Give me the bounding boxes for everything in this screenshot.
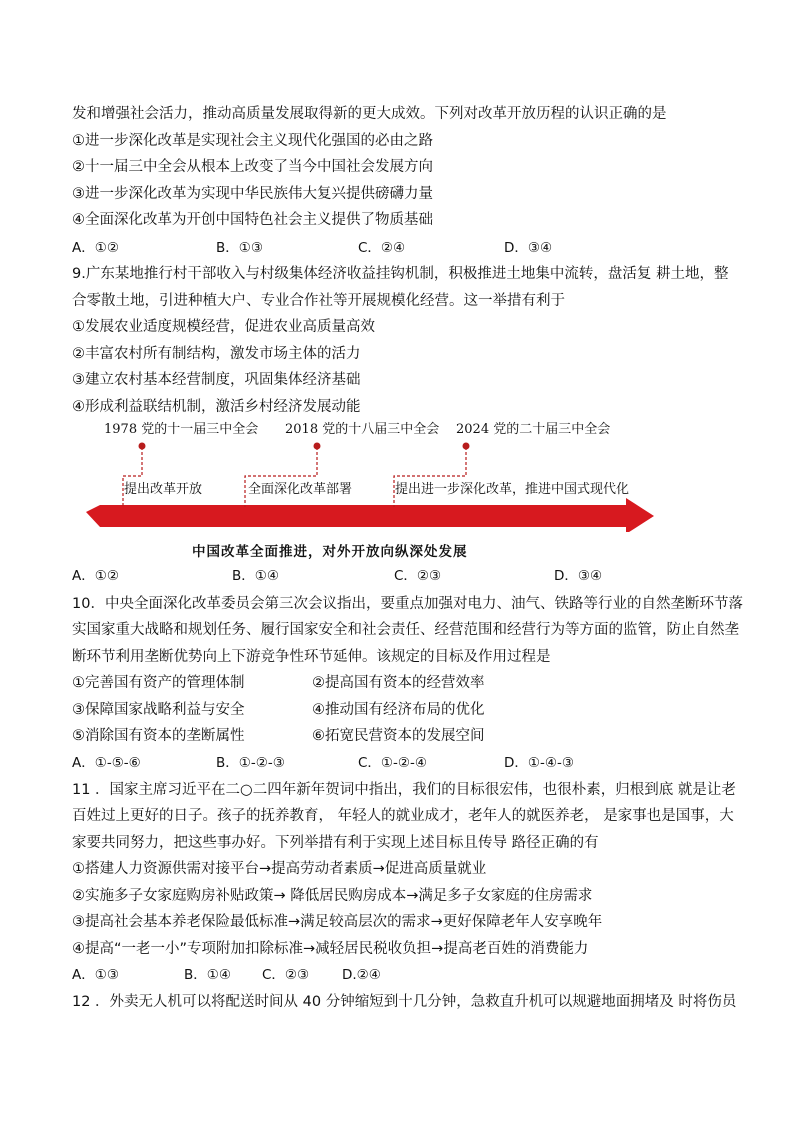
q11-option-d[interactable]: D.②④ xyxy=(342,967,381,983)
q8-option-a[interactable]: A．①② xyxy=(72,240,119,256)
q11-stem-line-3: 家要共同努力，把这些事办好。下列举措有利于实现上述目标且传导 路径正确的有 xyxy=(72,835,599,851)
connector-2018 xyxy=(245,447,317,507)
timeline-caption: 中国改革全面推进，对外开放向纵深处发展 xyxy=(192,544,468,560)
q8-item-1: ①进一步深化改革是实现社会主义现代化强国的必由之路 xyxy=(72,133,433,149)
q9-option-b[interactable]: B．①④ xyxy=(232,568,279,584)
q8-option-b[interactable]: B．①③ xyxy=(216,240,263,256)
marker-2018 xyxy=(314,443,321,450)
q11-option-a[interactable]: A．①③ xyxy=(72,967,119,983)
q9-option-c[interactable]: C．②③ xyxy=(394,568,442,584)
marker-2024 xyxy=(463,443,470,450)
q10-item-4: ④推动国有经济布局的优化 xyxy=(312,702,485,718)
timeline-event-2018-label: 全面深化改革部署 xyxy=(248,482,353,497)
q9-item-2: ②丰富农村所有制结构，激发市场主体的活力 xyxy=(72,346,361,362)
timeline-arrow xyxy=(86,498,654,532)
q8-item-4: ④全面深化改革为开创中国特色社会主义提供了物质基础 xyxy=(72,212,433,228)
q11-option-c[interactable]: C．②③ xyxy=(262,967,310,983)
q11-item-1: ①搭建人力资源供需对接平台→提高劳动者素质→促进高质量就业 xyxy=(72,861,487,877)
q10-item-2: ②提高国有资本的经营效率 xyxy=(312,675,485,691)
q8-option-c[interactable]: C．②④ xyxy=(358,240,406,256)
q9-item-3: ③建立农村基本经营制度，巩固集体经济基础 xyxy=(72,372,361,388)
q11-option-b[interactable]: B．①④ xyxy=(184,967,231,983)
q10-stem-line-1: 10．中央全面深化改革委员会第三次会议指出，要重点加强对电力、油气、铁路等行业的自然垄断环节落 xyxy=(72,596,743,612)
timeline-event-1978-label: 提出改革开放 xyxy=(124,482,203,497)
q12-stem-line-1: 12 ．外卖无人机可以将配送时间从 40 分钟缩短到十几分钟，急救直升机可以规避地面拥堵及 时将伤员 xyxy=(72,994,737,1010)
q11-item-4: ④提高“一老一小”专项附加扣除标准→减轻居民税收负担→提高老百姓的消费能力 xyxy=(72,941,589,957)
q8-item-2: ②十一届三中全会从根本上改变了当今中国社会发展方向 xyxy=(72,159,433,175)
q11-item-3: ③提高社会基本养老保险最低标准→满足较高层次的需求→更好保障老年人安享晚年 xyxy=(72,914,603,930)
q10-option-a[interactable]: A．①-⑤-⑥ xyxy=(72,755,141,771)
q10-stem-line-3: 断环节利用垄断优势向上下游竞争性环节延伸。该规定的目标及作用过程是 xyxy=(72,649,551,665)
q8-item-3: ③进一步深化改革为实现中华民族伟大复兴提供磅礴力量 xyxy=(72,186,433,202)
q11-item-2: ②实施多子女家庭购房补贴政策→ 降低居民购房成本→满足多子女家庭的住房需求 xyxy=(72,888,593,904)
marker-1978 xyxy=(139,443,146,450)
q9-option-d[interactable]: D．③④ xyxy=(554,568,603,584)
q11-stem-line-1: 11 ．国家主席习近平在二○二四年新年贺词中指出，我们的目标很宏伟，也很朴素，归根到底 就是让老 xyxy=(72,782,736,798)
q9-item-1: ①发展农业适度规模经营，促进农业高质量高效 xyxy=(72,319,375,335)
q9-option-a[interactable]: A．①② xyxy=(72,568,119,584)
q10-stem-line-2: 实国家重大战略和规划任务、履行国家安全和社会责任、经营范围和经营行为等方面的监管，防止自然垄 xyxy=(72,622,739,638)
q11-stem-line-2: 百姓过上更好的日子。孩子的抚养教育， 年轻人的就业成才，老年人的就医养老， 是家事也是国事，大 xyxy=(72,808,734,824)
q8-option-d[interactable]: D．③④ xyxy=(504,240,553,256)
q10-item-6: ⑥拓宽民营资本的发展空间 xyxy=(312,728,485,744)
q8-stem-tail: 发和增强社会活力，推动高质量发展取得新的更大成效。下列对改革开放历程的认识正确的是 xyxy=(72,106,667,122)
q9-stem-line-2: 合零散土地，引进种植大户、专业合作社等开展规模化经营。这一举措有利于 xyxy=(72,293,565,309)
q10-item-5: ⑤消除国有资本的垄断属性 xyxy=(72,728,245,744)
q10-option-c[interactable]: C．①-②-④ xyxy=(358,755,427,771)
connector-2024 xyxy=(394,447,466,507)
timeline-event-2024-label: 提出进一步深化改革，推进中国式现代化 xyxy=(395,482,630,497)
timeline-event-1978-title: 1978 党的十一届三中全会 xyxy=(104,422,259,437)
q10-option-b[interactable]: B．①-②-③ xyxy=(216,755,285,771)
q10-item-3: ③保障国家战略利益与安全 xyxy=(72,702,245,718)
q10-option-d[interactable]: D．①-④-③ xyxy=(504,755,574,771)
reform-timeline-figure xyxy=(80,412,660,562)
connector-1978 xyxy=(123,447,142,507)
timeline-event-2018-title: 2018 党的十八届三中全会 xyxy=(285,422,440,437)
q9-stem-line-1: 9.广东某地推行村干部收入与村级集体经济收益挂钩机制，积极推进土地集中流转，盘活复 耕土地，整 xyxy=(72,266,729,282)
q10-item-1: ①完善国有资产的管理体制 xyxy=(72,675,245,691)
q9-item-4: ④形成利益联结机制，激活乡村经济发展动能 xyxy=(72,399,361,415)
timeline-event-2024-title: 2024 党的二十届三中全会 xyxy=(456,422,611,437)
